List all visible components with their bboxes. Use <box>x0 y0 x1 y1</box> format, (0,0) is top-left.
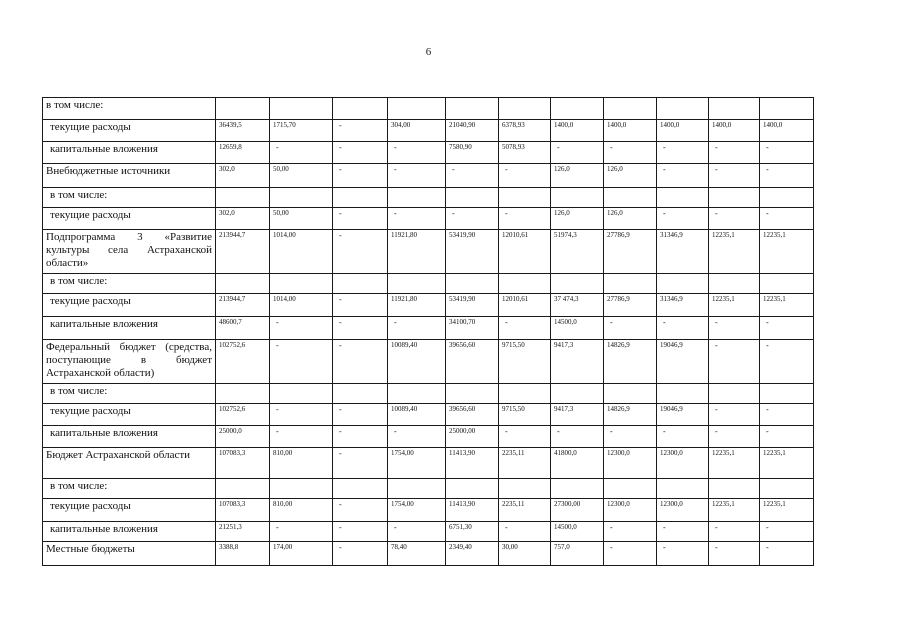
value-cell <box>446 98 499 120</box>
value-cell: 51974,3 <box>551 230 604 274</box>
value-cell: 25000,0 <box>216 426 270 448</box>
value-cell <box>709 384 760 404</box>
value-cell: - <box>657 522 709 542</box>
row-label: Подпрограмма 3 «Развитие культуры села Астраханской области» <box>43 230 216 274</box>
value-cell <box>709 98 760 120</box>
value-cell <box>760 188 814 208</box>
value-cell: 19046,9 <box>657 340 709 384</box>
value-cell: - <box>270 340 333 384</box>
value-cell <box>709 188 760 208</box>
row-label: текущие расходы <box>43 120 216 142</box>
value-cell <box>333 188 388 208</box>
value-cell: - <box>333 340 388 384</box>
value-cell: - <box>709 142 760 164</box>
value-cell: - <box>657 317 709 340</box>
row-label: текущие расходы <box>43 294 216 317</box>
value-cell: 9417,3 <box>551 340 604 384</box>
table-row <box>43 98 814 120</box>
value-cell: 27786,9 <box>604 294 657 317</box>
value-cell: - <box>760 208 814 230</box>
value-cell: 41800,0 <box>551 448 604 479</box>
value-cell: - <box>270 522 333 542</box>
row-label: текущие расходы <box>43 404 216 426</box>
value-cell: - <box>333 522 388 542</box>
value-cell: 12300,0 <box>657 448 709 479</box>
value-cell <box>270 98 333 120</box>
value-cell: - <box>333 426 388 448</box>
table-row <box>43 426 814 448</box>
value-cell: - <box>388 208 446 230</box>
value-cell: 10089,40 <box>388 340 446 384</box>
value-cell: 12235,1 <box>709 294 760 317</box>
value-cell: 12659,8 <box>216 142 270 164</box>
value-cell: 53419,90 <box>446 230 499 274</box>
value-cell <box>333 479 388 499</box>
table-row <box>43 188 814 208</box>
row-label: капитальные вложения <box>43 142 216 164</box>
value-cell: - <box>760 522 814 542</box>
value-cell: 11413,90 <box>446 499 499 522</box>
value-cell: - <box>760 317 814 340</box>
value-cell: - <box>499 317 551 340</box>
table-row <box>43 120 814 142</box>
table-row <box>43 164 814 188</box>
value-cell: - <box>760 164 814 188</box>
value-cell: 12010,61 <box>499 294 551 317</box>
value-cell <box>499 274 551 294</box>
value-cell: 126,0 <box>551 164 604 188</box>
value-cell: - <box>760 426 814 448</box>
value-cell: 25000,00 <box>446 426 499 448</box>
value-cell: 102752,6 <box>216 404 270 426</box>
value-cell: - <box>499 522 551 542</box>
value-cell: 53419,90 <box>446 294 499 317</box>
value-cell: 126,0 <box>604 164 657 188</box>
value-cell: 14500,0 <box>551 317 604 340</box>
value-cell: 12300,0 <box>604 499 657 522</box>
value-cell: - <box>333 448 388 479</box>
row-label: в том числе: <box>43 274 216 294</box>
value-cell: - <box>446 208 499 230</box>
value-cell: - <box>657 542 709 566</box>
value-cell: 12300,0 <box>657 499 709 522</box>
value-cell: - <box>709 542 760 566</box>
value-cell: 9417,3 <box>551 404 604 426</box>
value-cell <box>388 479 446 499</box>
value-cell <box>216 274 270 294</box>
value-cell <box>216 188 270 208</box>
value-cell: - <box>333 142 388 164</box>
value-cell: - <box>333 404 388 426</box>
value-cell: 1400,0 <box>604 120 657 142</box>
value-cell: - <box>446 164 499 188</box>
value-cell: - <box>333 164 388 188</box>
value-cell <box>499 98 551 120</box>
value-cell: 2235,11 <box>499 448 551 479</box>
row-label: текущие расходы <box>43 208 216 230</box>
value-cell: - <box>499 426 551 448</box>
value-cell: - <box>270 142 333 164</box>
value-cell: 2349,40 <box>446 542 499 566</box>
value-cell: 36439,5 <box>216 120 270 142</box>
value-cell <box>270 384 333 404</box>
value-cell: 1014,00 <box>270 294 333 317</box>
value-cell: - <box>709 164 760 188</box>
value-cell: - <box>333 208 388 230</box>
table-row <box>43 208 814 230</box>
value-cell: 12010,61 <box>499 230 551 274</box>
value-cell: - <box>657 164 709 188</box>
value-cell: - <box>760 142 814 164</box>
table-row <box>43 384 814 404</box>
value-cell <box>446 274 499 294</box>
row-label: капитальные вложения <box>43 426 216 448</box>
value-cell: 102752,6 <box>216 340 270 384</box>
value-cell: 14826,9 <box>604 404 657 426</box>
value-cell <box>551 98 604 120</box>
row-label: текущие расходы <box>43 499 216 522</box>
row-label: в том числе: <box>43 384 216 404</box>
value-cell: 1014,00 <box>270 230 333 274</box>
value-cell <box>657 274 709 294</box>
value-cell: 11921,80 <box>388 294 446 317</box>
table-row <box>43 142 814 164</box>
value-cell: 107083,3 <box>216 448 270 479</box>
value-cell <box>551 274 604 294</box>
row-label: капитальные вложения <box>43 522 216 542</box>
value-cell <box>388 188 446 208</box>
value-cell: 12235,1 <box>760 448 814 479</box>
table-body <box>43 98 814 566</box>
value-cell <box>604 274 657 294</box>
value-cell: - <box>604 317 657 340</box>
value-cell: 6378,93 <box>499 120 551 142</box>
value-cell: 757,0 <box>551 542 604 566</box>
row-label: в том числе: <box>43 479 216 499</box>
value-cell: 14500,0 <box>551 522 604 542</box>
value-cell <box>333 274 388 294</box>
value-cell: 12235,1 <box>709 230 760 274</box>
value-cell <box>551 188 604 208</box>
value-cell: - <box>657 208 709 230</box>
value-cell <box>499 479 551 499</box>
value-cell: 9715,50 <box>499 340 551 384</box>
value-cell <box>604 188 657 208</box>
value-cell: 1754,00 <box>388 499 446 522</box>
value-cell: - <box>388 142 446 164</box>
value-cell: 31346,9 <box>657 230 709 274</box>
value-cell: 2235,11 <box>499 499 551 522</box>
value-cell <box>604 384 657 404</box>
value-cell <box>333 98 388 120</box>
value-cell: - <box>333 542 388 566</box>
value-cell <box>760 274 814 294</box>
value-cell <box>551 479 604 499</box>
value-cell <box>657 384 709 404</box>
value-cell <box>333 384 388 404</box>
table-row <box>43 499 814 522</box>
value-cell <box>709 274 760 294</box>
value-cell <box>760 479 814 499</box>
value-cell: 12235,1 <box>760 499 814 522</box>
value-cell <box>216 479 270 499</box>
value-cell: - <box>270 404 333 426</box>
table-row <box>43 404 814 426</box>
value-cell: - <box>388 522 446 542</box>
value-cell: 10089,40 <box>388 404 446 426</box>
value-cell: 1400,0 <box>551 120 604 142</box>
value-cell: 3388,8 <box>216 542 270 566</box>
value-cell: 12235,1 <box>709 448 760 479</box>
value-cell: - <box>333 294 388 317</box>
value-cell: - <box>604 522 657 542</box>
value-cell: - <box>709 340 760 384</box>
table-row <box>43 230 814 274</box>
value-cell: 12235,1 <box>760 294 814 317</box>
value-cell <box>709 479 760 499</box>
value-cell: - <box>760 404 814 426</box>
value-cell: - <box>499 208 551 230</box>
value-cell <box>446 384 499 404</box>
value-cell: 27300,00 <box>551 499 604 522</box>
value-cell: - <box>388 317 446 340</box>
row-label: Бюджет Астраханской области <box>43 448 216 479</box>
budget-table <box>42 97 814 566</box>
row-label: Местные бюджеты <box>43 542 216 566</box>
table-row <box>43 448 814 479</box>
row-label: в том числе: <box>43 188 216 208</box>
value-cell: - <box>709 208 760 230</box>
value-cell: 1754,00 <box>388 448 446 479</box>
value-cell: 21040,90 <box>446 120 499 142</box>
value-cell: 14826,9 <box>604 340 657 384</box>
value-cell <box>388 98 446 120</box>
value-cell: - <box>551 426 604 448</box>
value-cell <box>499 188 551 208</box>
value-cell: 39656,60 <box>446 340 499 384</box>
value-cell: 302,0 <box>216 208 270 230</box>
value-cell <box>657 188 709 208</box>
value-cell: 21251,3 <box>216 522 270 542</box>
value-cell: 213944,7 <box>216 294 270 317</box>
value-cell: 6751,30 <box>446 522 499 542</box>
row-label: капитальные вложения <box>43 317 216 340</box>
value-cell: 19046,9 <box>657 404 709 426</box>
row-label: Внебюджетные источники <box>43 164 216 188</box>
value-cell: 810,00 <box>270 448 333 479</box>
value-cell: 34100,70 <box>446 317 499 340</box>
value-cell <box>760 384 814 404</box>
value-cell <box>760 98 814 120</box>
value-cell: - <box>333 120 388 142</box>
value-cell: - <box>709 317 760 340</box>
table-row <box>43 274 814 294</box>
page-number: 6 <box>425 46 432 58</box>
table-row <box>43 479 814 499</box>
value-cell: - <box>604 542 657 566</box>
value-cell: - <box>657 142 709 164</box>
value-cell <box>551 384 604 404</box>
value-cell <box>388 274 446 294</box>
value-cell <box>270 188 333 208</box>
value-cell: - <box>551 142 604 164</box>
value-cell: - <box>333 230 388 274</box>
value-cell <box>604 98 657 120</box>
value-cell: 5078,93 <box>499 142 551 164</box>
value-cell <box>216 98 270 120</box>
value-cell: 12300,0 <box>604 448 657 479</box>
value-cell: 126,0 <box>551 208 604 230</box>
value-cell: 213944,7 <box>216 230 270 274</box>
value-cell: - <box>270 317 333 340</box>
value-cell: 1400,0 <box>760 120 814 142</box>
value-cell <box>446 479 499 499</box>
value-cell: 1715,70 <box>270 120 333 142</box>
value-cell: 126,0 <box>604 208 657 230</box>
value-cell: 48600,7 <box>216 317 270 340</box>
table-row <box>43 340 814 384</box>
value-cell: 1400,0 <box>709 120 760 142</box>
value-cell: - <box>760 542 814 566</box>
value-cell: 174,00 <box>270 542 333 566</box>
value-cell: 1400,0 <box>657 120 709 142</box>
value-cell: - <box>709 522 760 542</box>
value-cell <box>657 479 709 499</box>
value-cell: - <box>709 426 760 448</box>
value-cell <box>216 384 270 404</box>
value-cell: - <box>604 426 657 448</box>
value-cell <box>446 188 499 208</box>
value-cell <box>499 384 551 404</box>
value-cell: - <box>760 340 814 384</box>
value-cell: 7580,90 <box>446 142 499 164</box>
value-cell: - <box>499 164 551 188</box>
value-cell: 31346,9 <box>657 294 709 317</box>
value-cell <box>388 384 446 404</box>
table-row <box>43 522 814 542</box>
value-cell <box>270 274 333 294</box>
value-cell: - <box>709 404 760 426</box>
value-cell: 39656,60 <box>446 404 499 426</box>
value-cell: 11921,80 <box>388 230 446 274</box>
value-cell: 304,00 <box>388 120 446 142</box>
value-cell <box>657 98 709 120</box>
value-cell: 107083,3 <box>216 499 270 522</box>
value-cell: - <box>333 499 388 522</box>
value-cell: - <box>388 164 446 188</box>
value-cell: - <box>657 426 709 448</box>
value-cell: - <box>333 317 388 340</box>
value-cell: 50,00 <box>270 208 333 230</box>
value-cell: 12235,1 <box>760 230 814 274</box>
value-cell: 9715,50 <box>499 404 551 426</box>
value-cell <box>270 479 333 499</box>
value-cell: 12235,1 <box>709 499 760 522</box>
value-cell: 302,0 <box>216 164 270 188</box>
value-cell: 50,00 <box>270 164 333 188</box>
table-row <box>43 542 814 566</box>
value-cell: - <box>604 142 657 164</box>
value-cell <box>604 479 657 499</box>
table-row <box>43 294 814 317</box>
table-row <box>43 317 814 340</box>
value-cell: 810,00 <box>270 499 333 522</box>
value-cell: 37 474,3 <box>551 294 604 317</box>
value-cell: 11413,90 <box>446 448 499 479</box>
row-label: Федеральный бюджет (средства, поступающие в бюджет Астраханской области) <box>43 340 216 384</box>
value-cell: - <box>270 426 333 448</box>
value-cell: - <box>388 426 446 448</box>
value-cell: 78,40 <box>388 542 446 566</box>
row-label: в том числе: <box>43 98 216 120</box>
value-cell: 30,00 <box>499 542 551 566</box>
value-cell: 27786,9 <box>604 230 657 274</box>
